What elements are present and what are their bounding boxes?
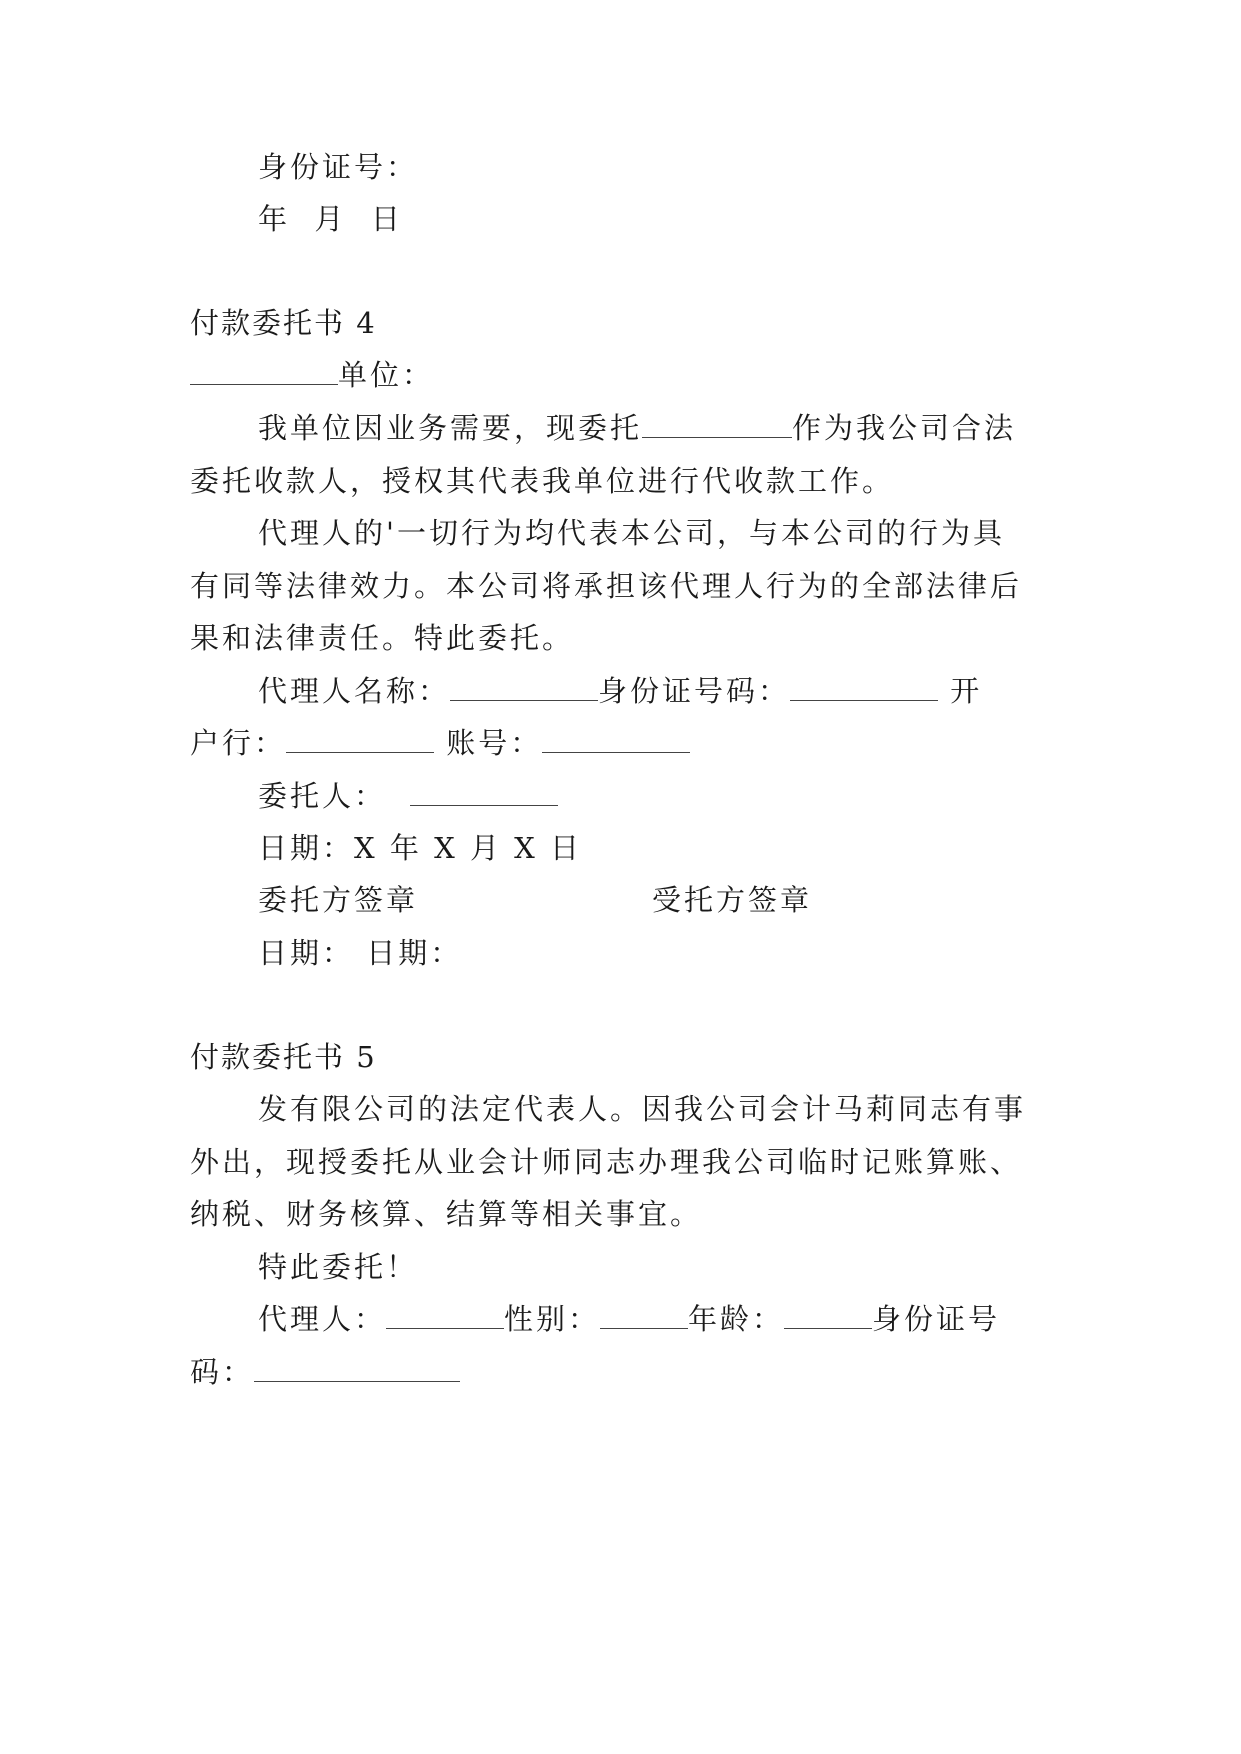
unit-line: 单位： [190, 355, 434, 395]
date-filled-line: 日期：X 年 X 月 X 日 [258, 831, 583, 865]
section-4-title: 付款委托书 4 [190, 306, 377, 340]
s5-id-blank [254, 1355, 460, 1382]
s5-agent-line-1: 代理人： 性别： 年龄： 身份证号 [258, 1302, 1001, 1336]
s5-paragraph-line-1: 发有限公司的法定代表人。因我公司会计马莉同志有事 [258, 1092, 1027, 1126]
special-entrust-line: 特此委托！ [258, 1250, 419, 1284]
agent-info-line-2: 户行： 账号： [190, 723, 690, 763]
unit-blank [190, 358, 338, 385]
principal-line: 委托人： [258, 776, 558, 816]
paragraph-1-line-2: 委托收款人，授权其代表我单位进行代收款工作。 [190, 464, 895, 498]
principal-blank [410, 779, 558, 806]
agent-name-blank [450, 674, 598, 701]
paragraph-2-line-1: 代理人的'一切行为均代表本公司，与本公司的行为具 [258, 516, 1005, 550]
account-blank [542, 726, 690, 753]
signature-line: 委托方签章 [258, 883, 419, 917]
s5-paragraph-line-2: 外出，现授委托从业会计师同志办理我公司临时记账算账、 [190, 1145, 1023, 1179]
bank-blank [286, 726, 434, 753]
signature-date-line: 日期： 日期： [258, 936, 463, 970]
date-line: 年 月 日 [258, 202, 403, 236]
paragraph-2-line-3: 果和法律责任。特此委托。 [190, 621, 575, 655]
gender-blank [600, 1302, 688, 1329]
id-number-line: 身份证号： [258, 150, 419, 184]
agent-info-line-1: 代理人名称： 身份证号码： 开 [258, 674, 983, 708]
s5-paragraph-line-3: 纳税、财务核算、结算等相关事宜。 [190, 1197, 703, 1231]
id-number-blank [790, 674, 938, 701]
paragraph-1-line-1: 我单位因业务需要，现委托 作为我公司合法 [258, 411, 1017, 445]
s5-agent-line-2: 码： [190, 1352, 460, 1392]
paragraph-2-line-2: 有同等法律效力。本公司将承担该代理人行为的全部法律后 [190, 569, 1023, 603]
section-5-title: 付款委托书 5 [190, 1040, 377, 1074]
trustee-blank [642, 411, 792, 438]
age-blank [784, 1302, 872, 1329]
s5-agent-blank [386, 1302, 504, 1329]
trustee-signature-label: 受托方签章 [652, 883, 813, 917]
